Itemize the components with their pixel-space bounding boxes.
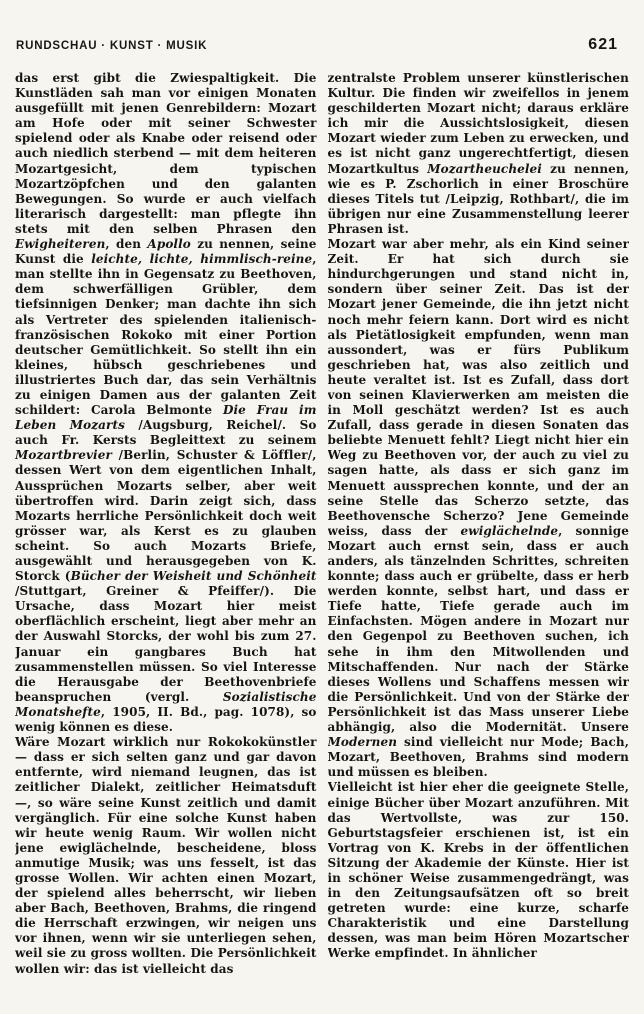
paragraph	[15, 735, 317, 977]
body-text: zentralste Problem unserer künstlerischen Kultur. Die finden wir zweifellos in jenem geschilderten Mozart nicht; daraus erkläre ich mir die Aussichtslosigkeit, diesen Mozart wieder zum Leben zu erwecken, und es ist nicht ganz ungerechtfertigt, diesen Mozartkultus	[327, 71, 629, 176]
body-text: /Stuttgart, Greiner & Pfeiffer/). Die Ursache, dass Mozart hier meist oberflächlich erscheint, liegt aber mehr an der Auswahl Storcks, der wohl bis zum 27. Januar ein gangbares Buch hat zusammenstellen müssen. So viel Interesse die Herausgabe der Beethovenbriefe beanspruchen (vergl.	[15, 584, 317, 704]
paragraph	[328, 237, 630, 780]
body-text: /Augsburg, Reichel/. So auch Fr. Kersts Begleittext zu seinem	[15, 418, 317, 448]
body-text: , 1905, II. Bd., pag. 1078), so wenig können es diese.	[15, 704, 317, 735]
italic-text: Die Frau im Leben Mozarts	[15, 403, 317, 433]
body-text: Wäre Mozart wirklich nur Rokokokünstler — dass er sich selten ganz und gar davon entfernte, wird niemand leugnen, das ist zeitlicher Dialekt, zeitlicher Heimatsduft —, so wäre seine Kunst zeitlich und damit vergänglich. Für eine solche Kunst haben wir heute wenig Raum. Wir wollen nicht jene ewiglächelnde, bescheidene, bloss anmutige Musik; was uns fesselt, ist das grosse Wollen. Wir achten einen Mozart, der spielend alles beherrscht, wir lieben aber Bach, Beethoven, Brahms, die ringend die Herrschaft erzwingen, wir neigen uns vor ihnen, wenn wir sie unterliegen sehen, weil sie zu gross wollten. Die Persönlichkeit wollen wir: das ist vielleicht das	[15, 735, 317, 976]
italic-text: leichte, lichte, himmlisch-reine	[91, 252, 313, 267]
page-number: 621	[588, 36, 618, 53]
body-text: /Berlin, Schuster & Löffler/, dessen Wert von dem eigentlichen Inhalt, Aussprüchen Mozarts selber, aber weit übertroffen wird. Darin zeigt sich, dass Mozarts herrliche Persönlichkeit doch weit grösser war, als Kerst es zu glauben scheint. So auch Mozarts Briefe, ausgewählt und herausgegeben von K. Storck (	[15, 448, 317, 584]
column-right	[328, 71, 630, 995]
paragraph	[328, 780, 630, 961]
body-text: , sonnige Mozart auch ernst sein, dass er auch anders, als tänzelnden Schrittes, schreiten konnte; dass auch er grübelte, dass er herb werden konnte, selbst hart, und dass er Tiefe hatte, Tiefe gerade auch im Einfachsten. Mögen andere in Mozart nur den Gegenpol zu Beethoven suchen, ich sehe in ihm den Mitwollenden und Mitschaffenden. Nur nach der Stärke dieses Wollens und Schaffens messen wir die Persönlichkeit. Und von der Stärke der Persönlichkeit ist das Mass unserer Liebe abhängig, also die Modernität. Unsere	[327, 523, 629, 735]
italic-text: Bücher der Weisheit und Schönheit	[70, 569, 317, 584]
body-text: zu nennen, seine Kunst die	[15, 237, 317, 267]
body-text: zu nennen, wie es P. Zschorlich in einer Broschüre dieses Titels tut /Leipzig, Rothbart/, die im übrigen nur eine Zusammenstellung leerer Phrasen ist.	[327, 161, 629, 236]
italic-text: ewiglächelnde	[460, 523, 559, 538]
column-left	[15, 71, 317, 995]
body-text: , den	[105, 237, 148, 252]
body-text: Vielleicht ist hier eher die geeignete Stelle, einige Bücher über Mozart anzuführen. Mit das Wertvollste, was zur 150. Geburtstagsfeier erschienen ist, ist ein Vortrag von K. Krebs in der öffentlichen Sitzung der Akademie der Künste. Hier ist in schöner Weise zusammengedrängt, was in den Zeitungsaufsätzen oft so breit getreten wurde: eine kurze, scharfe Charakteristik und eine Darstellung dessen, was man beim Hören Mozartscher Werke empfindet. In ähnlicher	[327, 780, 629, 961]
italic-text: Apollo	[147, 237, 191, 252]
paragraph	[328, 71, 630, 237]
text-columns	[0, 71, 644, 995]
paragraph	[15, 71, 317, 735]
section-title: RUNDSCHAU · KUNST · MUSIK	[16, 40, 208, 52]
page-header	[0, 0, 644, 54]
body-text: das erst gibt die Zwiespaltigkeit. Die Kunstläden sah man vor einigen Monaten ausgefüllt mit jenen Genrebildern: Mozart am Hofe oder mit seiner Schwester spielend oder als Knabe oder reisend oder auch niedlich sterbend — mit dem heiteren Mozartgesicht, dem typischen Mozartzöpfchen und den galanten Bewegungen. So wurde er auch vielfach literarisch dargestellt: man pflegte ihn stets mit den selben Phrasen den	[15, 71, 317, 236]
body-text: sind vielleicht nur Mode; Bach, Mozart, Beethoven, Brahms sind modern und müssen es bleiben.	[327, 735, 629, 780]
italic-text: Mozartbrevier	[15, 448, 112, 463]
italic-text: Sozialistische Monatshefte	[15, 689, 317, 719]
italic-text: Mozartheuchelei	[427, 161, 542, 176]
body-text: , man stellte ihn in Gegensatz zu Beethoven, dem schwerfälligen Grübler, dem tiefsinnigen Denker; man dachte ihn sich als Vertreter des spielenden italienisch-französischen Rokoko mit einer Portion deutscher Gemütlichkeit. So stellt ihn ein kleines, hübsch geschriebenes und illustriertes Buch dar, das sein Verhältnis zu einigen Damen aus der galanten Zeit schildert: Carola Belmonte	[15, 252, 317, 418]
italic-text: Modernen	[327, 735, 398, 750]
body-text: Mozart war aber mehr, als ein Kind seiner Zeit. Er hat sich durch sie hindurchgerungen und stand nicht in, sondern über seiner Zeit. Das ist der Mozart jener Gemeinde, die ihn jetzt nicht noch mehr feiern kann. Dort wird es nicht als Pietätlosigkeit empfunden, wenn man aussondert, was er fürs Publikum geschrieben hat, was also zeitlich und heute veraltet ist. Ist es Zufall, dass dort von seinen Klavierwerken am meisten die in Moll geschätzt werden? Ist es auch Zufall, dass gerade in diesen Sonaten das beliebte Menuett fehlt? Liegt nicht hier ein Weg zu Beethoven vor, der auch zu viel zu sagen hatte, als dass er sich ganz im Menuett aussprechen konnte, und der an seine Stelle das Scherzo setzte, das Beethovensche Scherzo? Jene Gemeinde weiss, dass der	[327, 237, 629, 538]
italic-text: Ewigheiteren	[15, 237, 106, 252]
